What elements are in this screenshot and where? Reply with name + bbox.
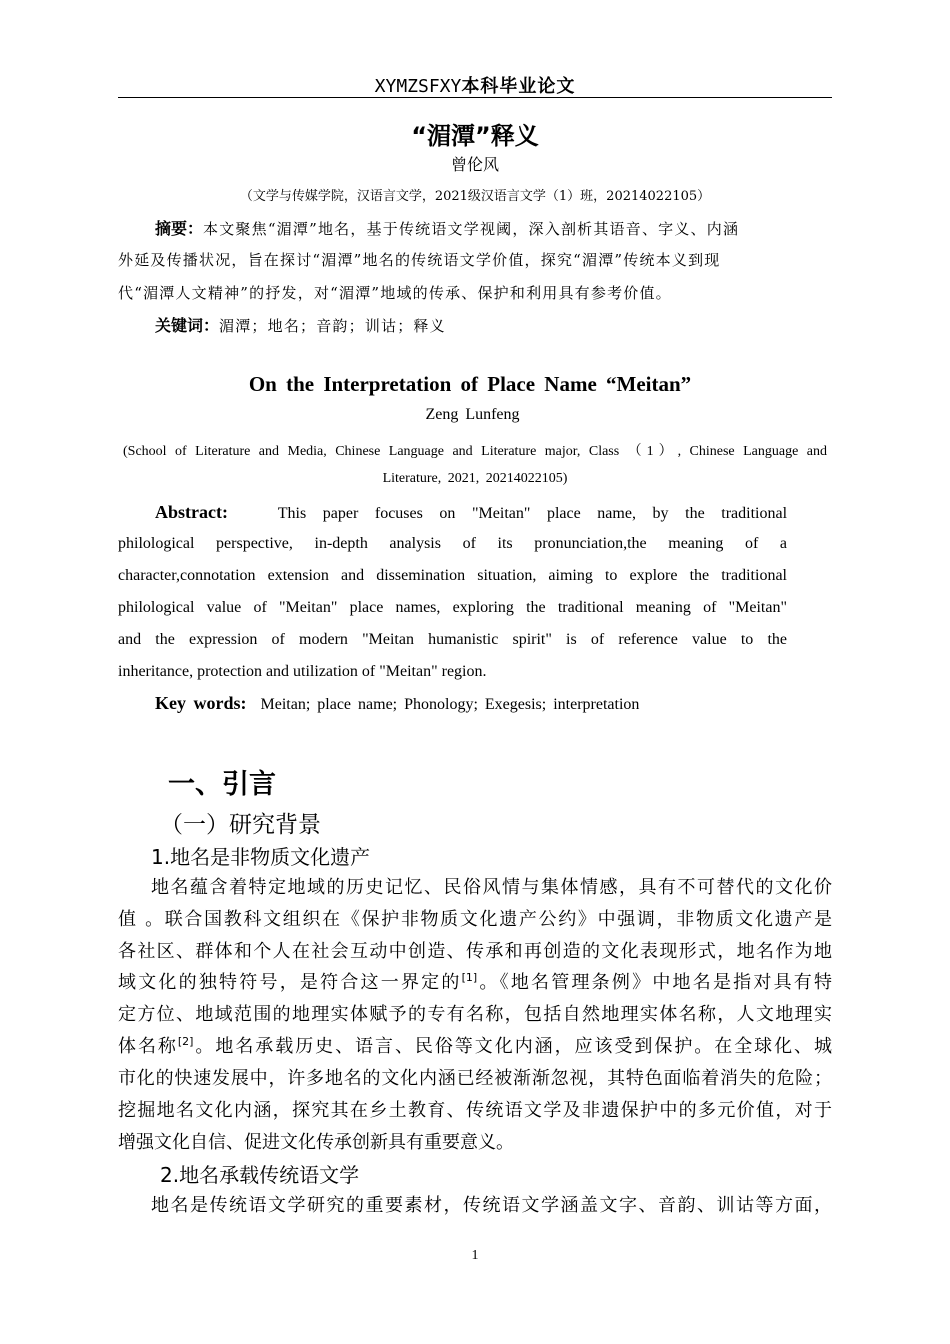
- body-text-line: [118, 968, 832, 994]
- english-abstract-line: philological perspective, in-depth analysis of its pronunciation,the meaning of a: [118, 535, 787, 552]
- header-title: 本科毕业论文: [461, 76, 576, 97]
- body-text-line: 挖掘地名文化内涵，探究其在乡土教育、传统语文学及非遗保护中的多元价值，对于: [118, 1100, 832, 1121]
- english-affiliation-line: Literature, 2021, 20214022105): [382, 471, 568, 486]
- running-header: [118, 72, 832, 98]
- chinese-author: 曾伦风: [450, 155, 499, 174]
- chinese-abstract-text: 本文聚焦“湄潭”地名，基于传统语文学视阈，深入剖析其语音、字义、内涵: [203, 220, 740, 238]
- chinese-keywords-text: 湄潭；地名；音韵；训诂；释义: [219, 317, 446, 335]
- subsection-heading: （一）研究背景: [160, 812, 321, 838]
- chinese-abstract-line: [155, 216, 739, 239]
- english-author: Zeng Lunfeng: [425, 406, 520, 423]
- english-abstract-label: Abstract:: [155, 502, 228, 522]
- body-text-line: 定方位、地域范围的地理实体赋予的专有名称，包括自然地理实体名称，人文地理实: [118, 1004, 832, 1025]
- english-keywords-label: Key words:: [155, 693, 247, 713]
- chinese-abstract-line: 代“湄潭人文精神”的抒发，对“湄潭”地域的传承、保护和利用具有参考价值。: [118, 284, 672, 302]
- body-text-fragment: 。《地名管理条例》中地名是指对具有特: [477, 972, 833, 993]
- english-abstract-line: and the expression of modern "Meitan humanistic spirit" is of reference value to the: [118, 631, 787, 648]
- english-abstract-line: [155, 502, 787, 523]
- chinese-keywords: [155, 313, 446, 336]
- english-title: On the Interpretation of Place Name “Meitan”: [248, 372, 692, 396]
- body-text-line: 增强文化自信、促进文化传承创新具有重要意义。: [118, 1132, 514, 1153]
- body-text-line: 市化的快速发展中，许多地名的文化内涵已经被渐渐忽视，其特色面临着消失的危险；: [118, 1068, 832, 1089]
- citation-ref: [2]: [177, 1035, 194, 1048]
- subsubsection-heading: 1.地名是非物质文化遗产: [151, 845, 371, 869]
- english-keywords-text: Meitan; place name; Phonology; Exegesis; interpretation: [260, 696, 640, 713]
- english-keywords: [155, 693, 639, 714]
- english-abstract-text: This paper focuses on "Meitan" place name, by the traditional: [277, 505, 788, 522]
- chinese-title: “湄潭”释义: [411, 122, 539, 150]
- body-text-fragment: 。地名承载历史、语言、民俗等文化内涵，应该受到保护。在全球化、城: [193, 1036, 833, 1057]
- chinese-abstract-line: 外延及传播状况，旨在探讨“湄潭”地名的传统语文学价值，探究“湄潭”传统本义到现: [118, 251, 721, 269]
- section-heading: 一、引言: [168, 769, 276, 800]
- english-abstract-line: philological value of "Meitan" place names, exploring the traditional meaning of "Meitan": [118, 599, 787, 616]
- english-affiliation-line: (School of Literature and Media, Chinese Language and Literature major, Class （1）, Chinese Language and: [123, 444, 827, 459]
- body-text-line: 地名蕴含着特定地域的历史记忆、民俗风情与集体情感，具有不可替代的文化价: [151, 877, 832, 898]
- chinese-affiliation: （文学与传媒学院，汉语言文学，2021级汉语言文学（1）班，20214022105）: [239, 189, 711, 204]
- english-abstract-line: inheritance, protection and utilization of "Meitan" region.: [118, 663, 487, 680]
- chinese-abstract-label: 摘要：: [155, 219, 204, 238]
- body-text-line: [118, 1032, 832, 1058]
- page-number: 1: [471, 1248, 479, 1263]
- subsubsection-heading: 2.地名承载传统语文学: [160, 1163, 360, 1187]
- body-text-line: 值 。联合国教科文组织在《保护非物质文化遗产公约》中强调，非物质文化遗产是: [118, 909, 832, 930]
- header-rule: [118, 97, 832, 98]
- body-text-fragment: 域文化的独特符号，是符合这一界定的: [118, 972, 462, 993]
- english-abstract-line: character,connotation extension and dissemination situation, aiming to explore the traditional: [118, 567, 787, 584]
- body-text-line: 各社区、群体和个人在社会互动中创造、传承和再创造的文化表现形式，地名作为地: [118, 941, 832, 962]
- citation-ref: [1]: [461, 971, 478, 984]
- header-code: XYMZSFXY: [374, 76, 462, 97]
- body-text-fragment: 体名称: [118, 1036, 178, 1057]
- body-text-line: 地名是传统语文学研究的重要素材，传统语文学涵盖文字、音韵、训诂等方面，: [151, 1195, 832, 1216]
- chinese-keywords-label: 关键词：: [155, 316, 220, 335]
